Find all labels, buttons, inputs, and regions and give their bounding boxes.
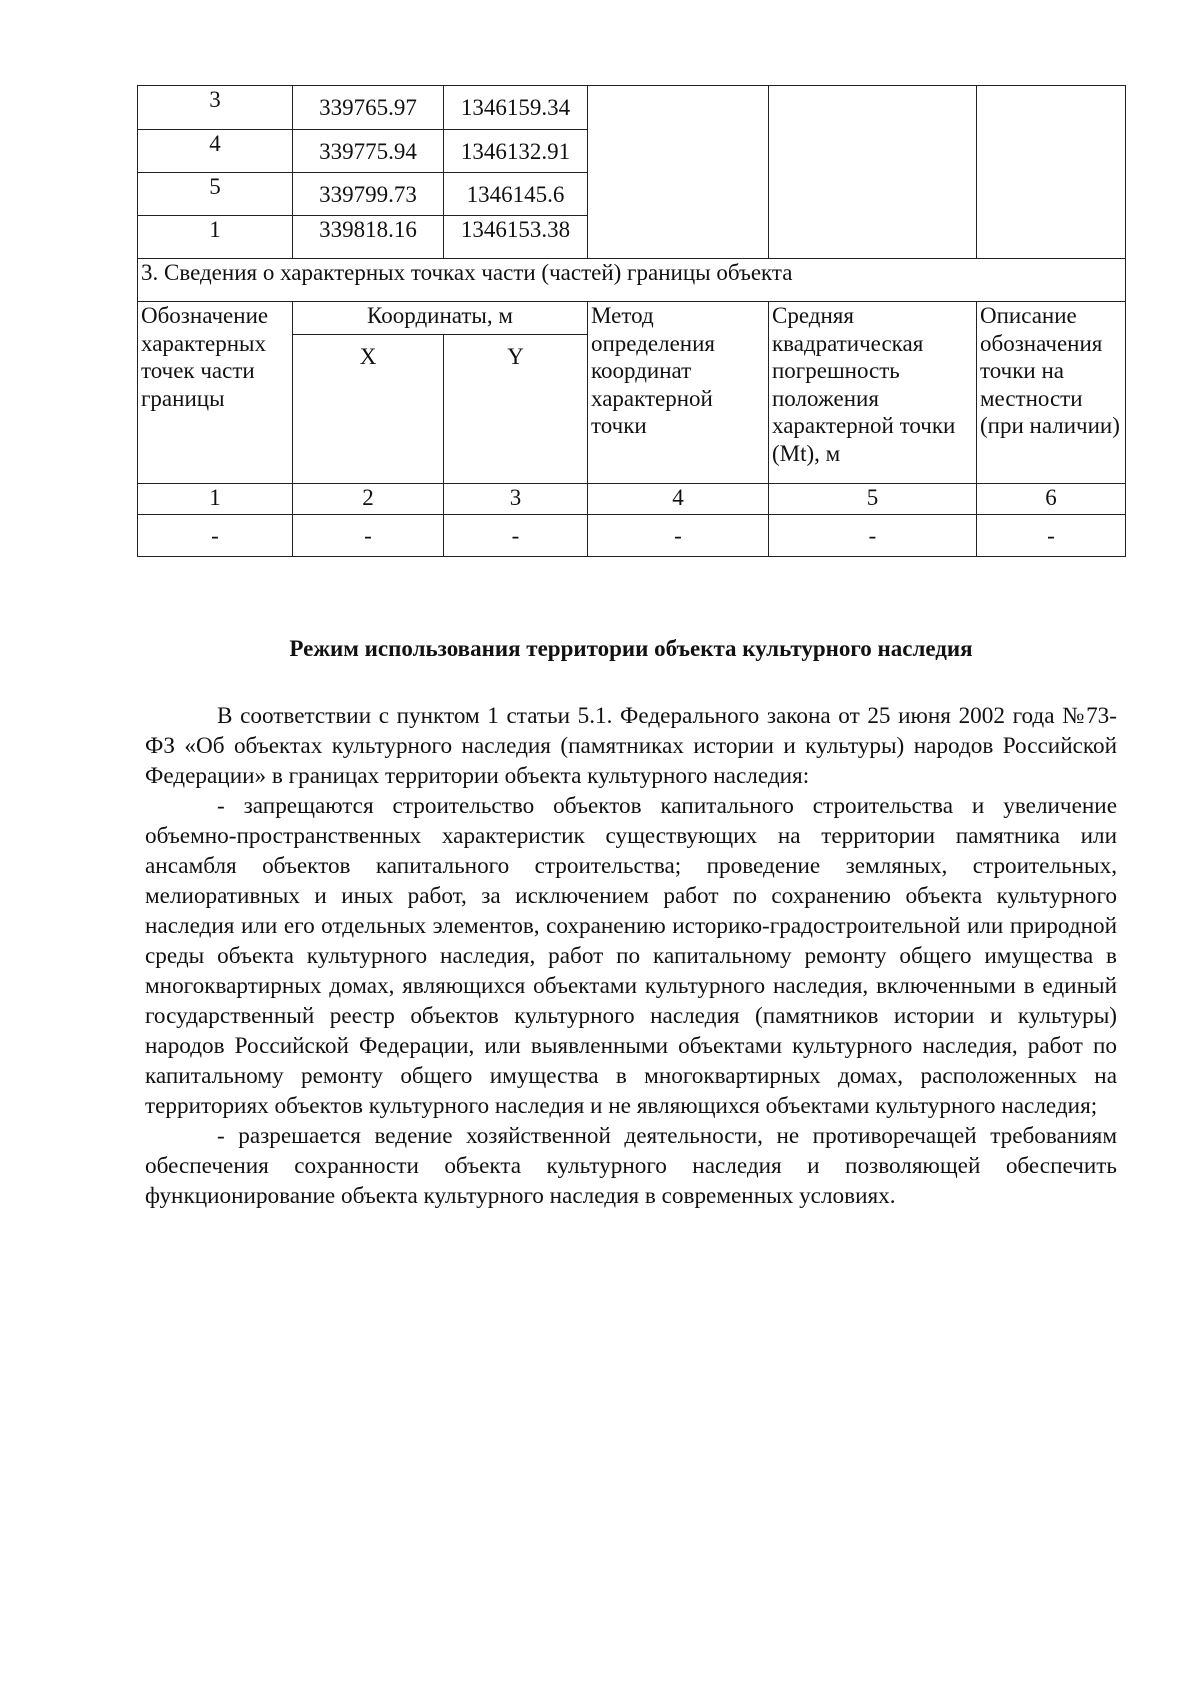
coordinates-table xyxy=(137,85,1126,557)
paragraph: В соответствии с пунктом 1 статьи 5.1. Федерального закона от 25 июня 2002 года №73-ФЗ «Об объектах культурного наследия (памятниках истории и культуры) народов Российской Федерации» в границах территории объекта культурного наследия: xyxy=(145,703,1117,789)
column-number: 2 xyxy=(293,484,444,515)
table-row xyxy=(138,515,1126,557)
y-cell: 1346145.6 xyxy=(444,173,588,216)
x-cell: 339818.16 xyxy=(293,216,444,259)
body-text xyxy=(145,701,1117,1211)
empty-value: - xyxy=(769,515,977,557)
designation-header: Обозначение характерных точек части границы xyxy=(138,302,293,484)
empty-value: - xyxy=(977,515,1126,557)
column-number: 6 xyxy=(977,484,1126,515)
x-cell: 339775.94 xyxy=(293,130,444,173)
point-cell: 1 xyxy=(138,216,293,259)
paragraph: - запрещаются строительство объектов капитального строительства и увеличение объемно-пространственных характеристик существующих на территории памятника или ансамбля объектов капитального строительства; проведение земляных, строительных, мелиоративных и иных работ, за исключением работ по сохранению объекта культурного наследия или его отдельных элементов, сохранению историко-градостроительной или природной среды объекта культурного наследия, работ по капитальному ремонту общего имущества в многоквартирных домах, являющихся объектами культурного наследия, включенными в единый государственный реестр объектов культурного наследия (памятников истории и культуры) народов Российской Федерации, или выявленными объектами культурного наследия, работ по капитальному ремонту общего имущества в многоквартирных домах, расположенных на территориях объектов культурного наследия и не являющихся объектами культурного наследия; xyxy=(145,793,1117,1119)
empty-cell xyxy=(588,86,769,259)
point-cell: 3 xyxy=(138,86,293,130)
column-number: 4 xyxy=(588,484,769,515)
coordinates-header: Координаты, м xyxy=(293,302,588,335)
paragraph: - разрешается ведение хозяйственной деятельности, не противоречащей требованиям обеспечения сохранности объекта культурного наследия и позволяющей обеспечить функционирование объекта культурного наследия в современных условиях. xyxy=(145,1123,1117,1209)
y-cell: 1346132.91 xyxy=(444,130,588,173)
empty-value: - xyxy=(444,515,588,557)
description-header: Описание обозначения точки на местности (при наличии) xyxy=(977,302,1126,484)
header-row xyxy=(138,302,1126,335)
section-title-row xyxy=(138,259,1126,302)
point-cell: 5 xyxy=(138,173,293,216)
method-header: Метод определения координат характерной точки xyxy=(588,302,769,484)
y-cell: 1346153.38 xyxy=(444,216,588,259)
column-numbers-row xyxy=(138,484,1126,515)
x-header: X xyxy=(293,335,444,484)
error-header: Средняя квадратическая погрешность положения характерной точки (Mt), м xyxy=(769,302,977,484)
empty-cell xyxy=(769,86,977,259)
column-number: 3 xyxy=(444,484,588,515)
y-cell: 1346159.34 xyxy=(444,86,588,130)
empty-value: - xyxy=(138,515,293,557)
section-title: 3. Сведения о характерных точках части (частей) границы объекта xyxy=(138,259,1126,302)
point-cell: 4 xyxy=(138,130,293,173)
column-number: 5 xyxy=(769,484,977,515)
x-cell: 339799.73 xyxy=(293,173,444,216)
table-row xyxy=(138,86,1126,130)
empty-value: - xyxy=(293,515,444,557)
empty-value: - xyxy=(588,515,769,557)
y-header: Y xyxy=(444,335,588,484)
x-cell: 339765.97 xyxy=(293,86,444,130)
section-heading: Режим использования территории объекта культурного наследия xyxy=(289,636,973,661)
column-number: 1 xyxy=(138,484,293,515)
empty-cell xyxy=(977,86,1126,259)
